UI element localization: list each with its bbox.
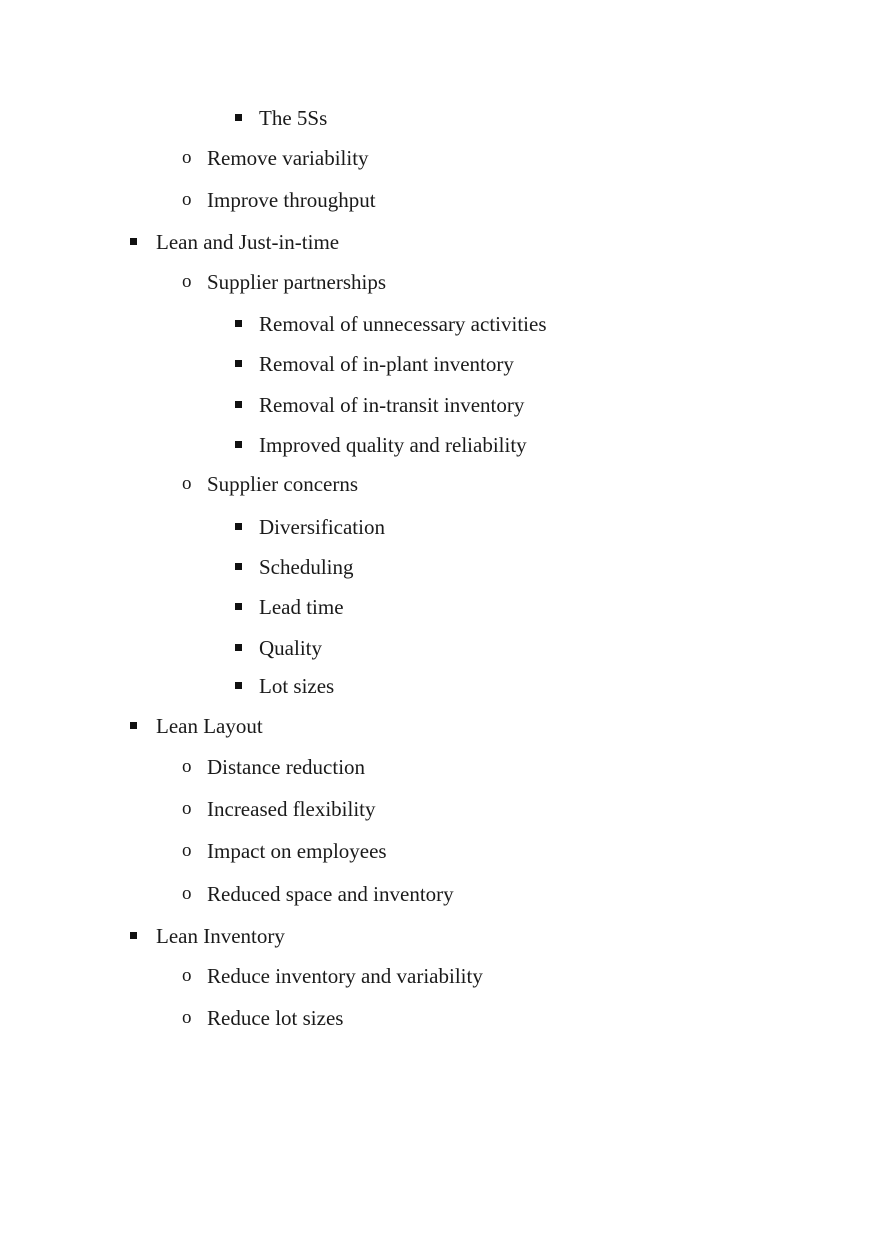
outline-item-text: Lot sizes <box>259 674 335 698</box>
outline-item-text: Increased flexibility <box>207 797 376 821</box>
outline-item-text: Removal of unnecessary activities <box>259 312 547 336</box>
outline-item-text: Reduce inventory and variability <box>207 964 483 988</box>
circle-bullet-icon: o <box>182 271 192 292</box>
outline-item-text: Lean Inventory <box>156 924 285 948</box>
outline-item-text: Supplier concerns <box>207 472 359 496</box>
square-bullet-icon <box>235 682 242 689</box>
outline-item-text: Quality <box>259 636 322 660</box>
circle-bullet-icon: o <box>182 147 192 168</box>
square-bullet-icon <box>235 644 242 651</box>
outline-item-text: Removal of in-plant inventory <box>259 352 514 376</box>
outline-item-text: Improve throughput <box>207 188 376 212</box>
outline-item-text: Distance reduction <box>207 755 366 779</box>
circle-bullet-icon: o <box>182 1007 192 1028</box>
square-bullet-icon <box>235 401 242 408</box>
outline-item-text: Diversification <box>259 515 385 539</box>
square-bullet-icon <box>235 360 242 367</box>
circle-bullet-icon: o <box>182 756 192 777</box>
outline-item-text: Lean Layout <box>156 714 263 738</box>
outline-item-text: Reduce lot sizes <box>207 1006 344 1030</box>
square-bullet-icon <box>130 238 137 245</box>
outline-item-text: Remove variability <box>207 146 369 170</box>
square-bullet-icon <box>130 722 137 729</box>
square-bullet-icon <box>235 114 242 121</box>
outline-item-text: Reduced space and inventory <box>207 882 454 906</box>
outline-item-text: The 5Ss <box>259 106 328 130</box>
circle-bullet-icon: o <box>182 840 192 861</box>
outline-item-text: Supplier partnerships <box>207 270 387 294</box>
circle-bullet-icon: o <box>182 965 192 986</box>
square-bullet-icon <box>235 523 242 530</box>
circle-bullet-icon: o <box>182 189 192 210</box>
outline-item-text: Removal of in-transit inventory <box>259 393 525 417</box>
outline-item-text: Scheduling <box>259 555 354 579</box>
circle-bullet-icon: o <box>182 798 192 819</box>
square-bullet-icon <box>235 603 242 610</box>
square-bullet-icon <box>235 563 242 570</box>
circle-bullet-icon: o <box>182 883 192 904</box>
circle-bullet-icon: o <box>182 473 192 494</box>
outline-item-text: Lead time <box>259 595 344 619</box>
outline-item-text: Improved quality and reliability <box>259 433 527 457</box>
square-bullet-icon <box>130 932 137 939</box>
square-bullet-icon <box>235 320 242 327</box>
outline-item-text: Lean and Just-in-time <box>156 230 340 254</box>
outline-item-text: Impact on employees <box>207 839 387 863</box>
square-bullet-icon <box>235 441 242 448</box>
